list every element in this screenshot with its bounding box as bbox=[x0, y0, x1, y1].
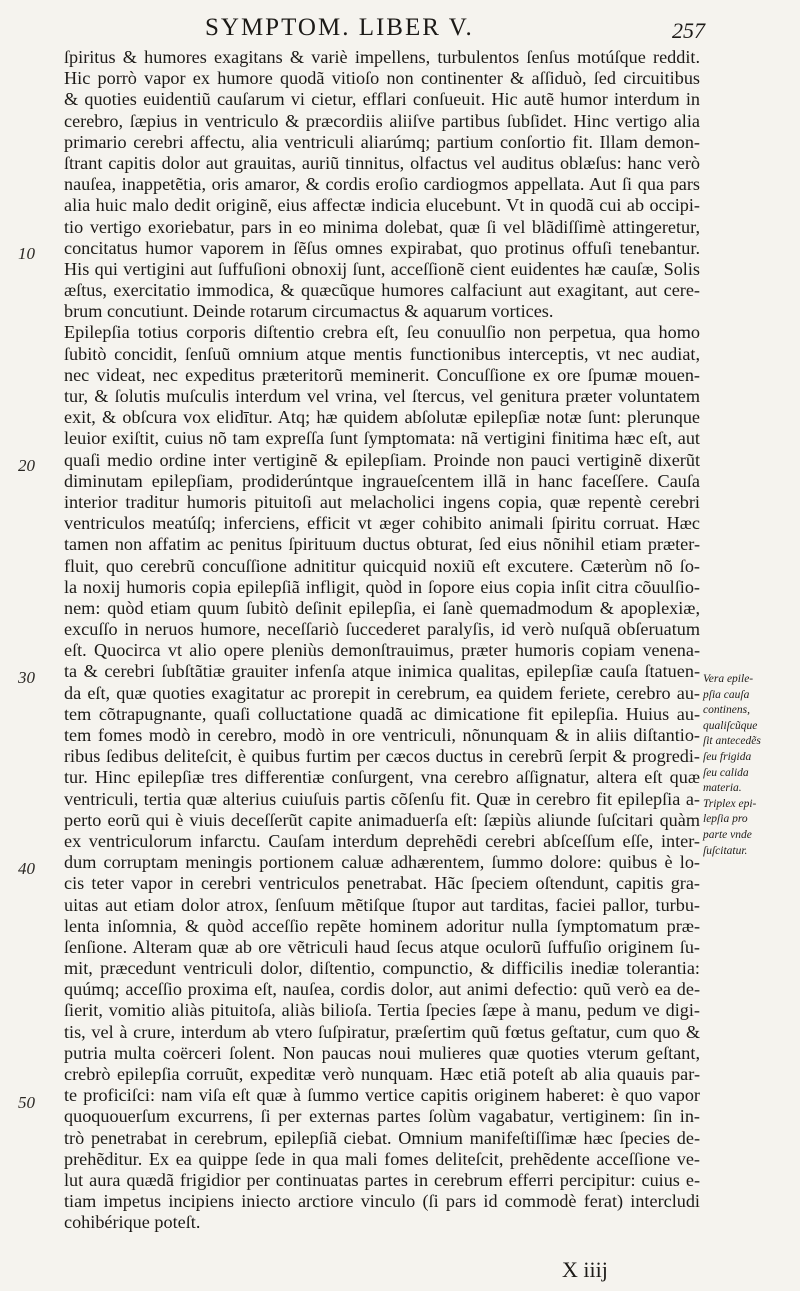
text-line: tur, & ſolutis muſculis interdum vel vrina, vel ſtercus, vel genitura præter voluntatem bbox=[64, 386, 700, 406]
margin-note-line: ſit antecedẽs bbox=[703, 735, 761, 748]
text-line: primario cerebri affectu, alia ventriculi aliarúmq; partium conſortio fit. Illam demon- bbox=[64, 131, 700, 152]
text-line: tiam impetus incipiens iniecto arctiore vinculo (ſi pars id commodè ferat) intercludi bbox=[64, 1191, 700, 1212]
text-line: ſpiritus & humores exagitans & variè impellens, turbulentos ſenſus motúſque reddit. bbox=[64, 47, 700, 67]
text-line: & quoties euidentiũ cauſarum vi cietur, efflari conſueuit. Hic autẽ humor interdum in bbox=[64, 89, 700, 110]
text-line: ventriculos meatúſq; inferciens, efficit vt æger cohibito animali ſpiritu corruat. Hæc bbox=[64, 513, 700, 534]
text-line: alia huic malo dedit originẽ, eius affectæ indicia elucebunt. Vt in quodã cui ab occipi- bbox=[64, 195, 700, 216]
text-line: ta & cerebri ſubſtãtiæ grauiter infenſa atque inimica qualitas, epilepſiæ cauſa ſtatuen- bbox=[64, 661, 700, 682]
text-line: tamen non affatim ac penitus ſpirituum ductus obturat, ſed eius nõnihil etiam præter- bbox=[64, 534, 700, 555]
text-line: His qui vertigini aut ſuffuſioni obnoxij ſunt, acceſſionẽ cient euidentes hæ cauſæ, Solis bbox=[64, 258, 700, 279]
text-line: Epilepſia totius corporis diſtentio crebra eſt, ſeu conuulſio non perpetua, qua homo bbox=[64, 322, 700, 343]
running-title: SYMPTOM. LIBER V. bbox=[205, 14, 474, 41]
text-line: perto eorũ qui è viuis deceſſerũt capite animaduerſa eſt: ſæpiùs aliunde ſuſcitari quàm bbox=[64, 809, 700, 830]
text-line: da eſt, quæ quoties exagitatur ac prorepit in cerebrum, ea quidem feriete, cerebro au- bbox=[64, 682, 700, 703]
text-line: ſierit, vomitio aliàs pituitoſa, aliàs bilioſa. Tertia ſpecies ſæpe à manu, pedum ve digi- bbox=[64, 1000, 700, 1021]
text-line: brum concutiunt. Deinde rotarum circumactus & aquarum vortices. bbox=[64, 301, 554, 322]
margin-note-line: ſeu calida bbox=[703, 766, 749, 779]
text-line: tem fomes modò in cerebro, modò in ore ventriculi, nõnunquam & in aliis diſtantio- bbox=[64, 725, 700, 745]
line-number-50: 50 bbox=[18, 1093, 35, 1112]
text-line: ex ventriculorum infarctu. Cauſam interdum deprehẽdi cerebri abſceſſum eſſe, inter- bbox=[64, 830, 700, 851]
margin-note-line: continens, bbox=[703, 704, 750, 717]
text-line: æſtus, exercitatio immodica, & quæcũque humores calfaciunt aut exagitant, aut cere- bbox=[64, 280, 700, 301]
signature-mark: X iiij bbox=[562, 1257, 608, 1282]
text-line: tur. Hinc epilepſiæ tres differentiæ conſurgent, vna cerebro aſſignatur, altera eſt quæ bbox=[64, 767, 700, 788]
text-line: cerebro, ſæpius in ventriculo & præcordiis aliiſve partibus ſubſidet. Hinc vertigo alia bbox=[64, 110, 700, 131]
text-line: lenta inſomnia, & quòd acceſſio repẽte hominem adoritur nulla ſymptomatum præ- bbox=[64, 915, 700, 936]
text-line: tis, vel à crure, interdum ab vtero ſuſpiratur, præſertim quũ fœtus geſtatur, cum quo & bbox=[64, 1021, 700, 1042]
page-number: 257 bbox=[672, 18, 705, 43]
text-line: ribus ſedibus deliteſcit, è quibus furtim per cæcos ductus in cerebrũ ſerpit & progredi- bbox=[64, 746, 700, 767]
text-line: ventriculi, tertia quæ alterius cuiuſuis partis cõſenſu fit. Quæ in cerebro fit epilepſia a- bbox=[64, 788, 700, 809]
margin-note-line: lepſia pro bbox=[703, 813, 748, 826]
text-line: prehẽditur. Ex ea quippe ſede in qua mali fomes deliteſcit, prehẽdente acceſſione ve- bbox=[64, 1148, 700, 1169]
text-line: exit, & obſcura vox elidītur. Atq; hæ quidem abſolutæ epilepſiæ notæ ſunt: plerunque bbox=[64, 407, 700, 428]
text-line: ſubitò concidit, ſenſuũ omnium atque mentis functionibus interceptis, vt nec audiat, bbox=[64, 343, 700, 364]
text-line: leuior exiſtit, cuius nõ tam expreſſa ſunt ſymptomata: nã vertigini finitima hæc eſt, aut bbox=[64, 428, 700, 449]
text-line: concitatus humor vaporem in ſẽſus omnes expirabat, quo protinus offuſi tenebantur. bbox=[64, 237, 700, 258]
running-head bbox=[0, 14, 800, 46]
text-line: trò penetrabat in cerebrum, epilepſiã ciebat. Omnium manifeſtiſſimæ hæc ſpecies de- bbox=[64, 1127, 700, 1148]
text-line: ſtrant capitis dolor aut grauitas, auriũ tinnitus, olfactus vel auditus oblæſus: hanc verò bbox=[64, 152, 700, 173]
text-line: dum corruptam meningis portionem caluæ adhærentem, ſummo dolore: quibus è lo- bbox=[64, 852, 700, 873]
text-line: nem: quòd etiam quum ſubitò deſinit epilepſia, ei ſanè quemadmodum & apoplexiæ, bbox=[64, 597, 700, 618]
main-text-block bbox=[64, 47, 700, 1234]
text-line: mit, præcedunt ventriculi dolor, diſtentio, compunctio, & difficilis inediæ tolerantia: bbox=[64, 958, 700, 979]
line-number-40: 40 bbox=[18, 859, 35, 878]
line-number-20: 20 bbox=[18, 456, 35, 475]
text-line: cis teter vapor in cerebri ventriculos penetrabat. Hãc ſpeciem oſtendunt, capitis gra- bbox=[64, 873, 700, 894]
text-line: uitas aut etiam dolor atrox, ſenſuum mẽtiſque ſtupor aut tarditas, faciei pallor, turbu- bbox=[64, 894, 700, 915]
text-line: quúmq; acceſſio proxima eſt, nauſea, cordis dolor, aut animi defectio: quũ verò ea de- bbox=[64, 979, 700, 1000]
margin-note-line: parte vnde bbox=[703, 828, 752, 841]
text-line: diminutam epilepſiam, prodiderúntque ingraueſcentem illã in hanc faceſſere. Cauſa bbox=[64, 470, 700, 491]
text-line: tem cõtrapugnante, quaſi colluctatione quadã ac dimicatione fit epilepſia. Huius au- bbox=[64, 703, 700, 724]
text-line: tio vertigo exoriebatur, pars in eo minima dolebat, quæ ſi vel blãdiſſimè attingeretur, bbox=[64, 216, 700, 237]
text-line: la noxij humoris copia epilepſiã infligit, quòd in ſopore eius copia inſit citra cõuulſio- bbox=[64, 576, 700, 597]
margin-note-line: ſuſcitatur. bbox=[703, 844, 748, 857]
text-line: te proficiſci: nam viſa eſt quæ à ſummo vertice capitis originem haberet: è quo vapor bbox=[64, 1085, 700, 1106]
margin-notes bbox=[703, 672, 798, 859]
text-line: interior traditur humoris pituitoſi aut melacholici ingens copia, quæ repentè cerebri bbox=[64, 491, 700, 512]
line-number-10: 10 bbox=[18, 244, 35, 263]
text-line: crebrò epilepſia corruũt, expeditæ verò nunquam. Hæc etiã poteſt ab alia quauis par- bbox=[64, 1064, 700, 1084]
text-line: excuſſo in neruos humore, neceſſariò ſuccederet paralyſis, id verò nuſquã obſeruatum bbox=[64, 619, 700, 640]
margin-note-line: ſeu frigida bbox=[703, 750, 752, 763]
text-line: quaſi medio ordine inter vertiginẽ & epilepſiam. Proinde non pauci vertiginẽ dixerũt bbox=[64, 449, 700, 470]
text-line: nauſea, inappetẽtia, oris amaror, & cordis eroſio cardiogmos appellata. Aut ſi qua pars bbox=[64, 174, 700, 195]
margin-note-line: pſia cauſa bbox=[703, 688, 750, 701]
text-line: fluit, quo cerebrũ concuſſione adnititur quicquid noxiũ eſt excutere. Cæterùm nõ ſo- bbox=[64, 555, 700, 576]
line-number-30: 30 bbox=[18, 668, 35, 687]
margin-note-line: qualiſcũque bbox=[703, 719, 758, 732]
text-line: cohibérique poteſt. bbox=[64, 1212, 201, 1233]
text-line: ſenſione. Alteram quæ ab ore vẽtriculi haud ſecus atque oculorũ ſuffuſio originem ſu- bbox=[64, 936, 700, 957]
text-line: Hic porrò vapor ex humore quodã vitioſo non continenter & aſſiduò, ſed circuitibus bbox=[64, 68, 700, 89]
text-line: putria multa coërceri ſolent. Non paucas noui mulieres quæ quoties vterum geſtant, bbox=[64, 1042, 700, 1063]
margin-note-line: Triplex epi- bbox=[703, 797, 757, 810]
text-line: quoquouerſum excurrens, ſi per externas partes ſolùm vagabatur, vertiginem: ſin in- bbox=[64, 1106, 700, 1127]
text-line: eſt. Quocirca vt alio opere pleniùs demonſtrauimus, præter humoris copiam venena- bbox=[64, 640, 700, 661]
margin-note-line: materia. bbox=[703, 782, 742, 795]
text-line: lut aura quædã frigidior per continuatas partes in cerebrum efferri percipitur: cuius e- bbox=[64, 1169, 700, 1190]
margin-note-line: Vera epile- bbox=[703, 673, 754, 685]
text-line: nec videat, nec expeditus præteritorũ meminerit. Concuſſione ex ore ſpumæ mouen- bbox=[64, 364, 700, 385]
